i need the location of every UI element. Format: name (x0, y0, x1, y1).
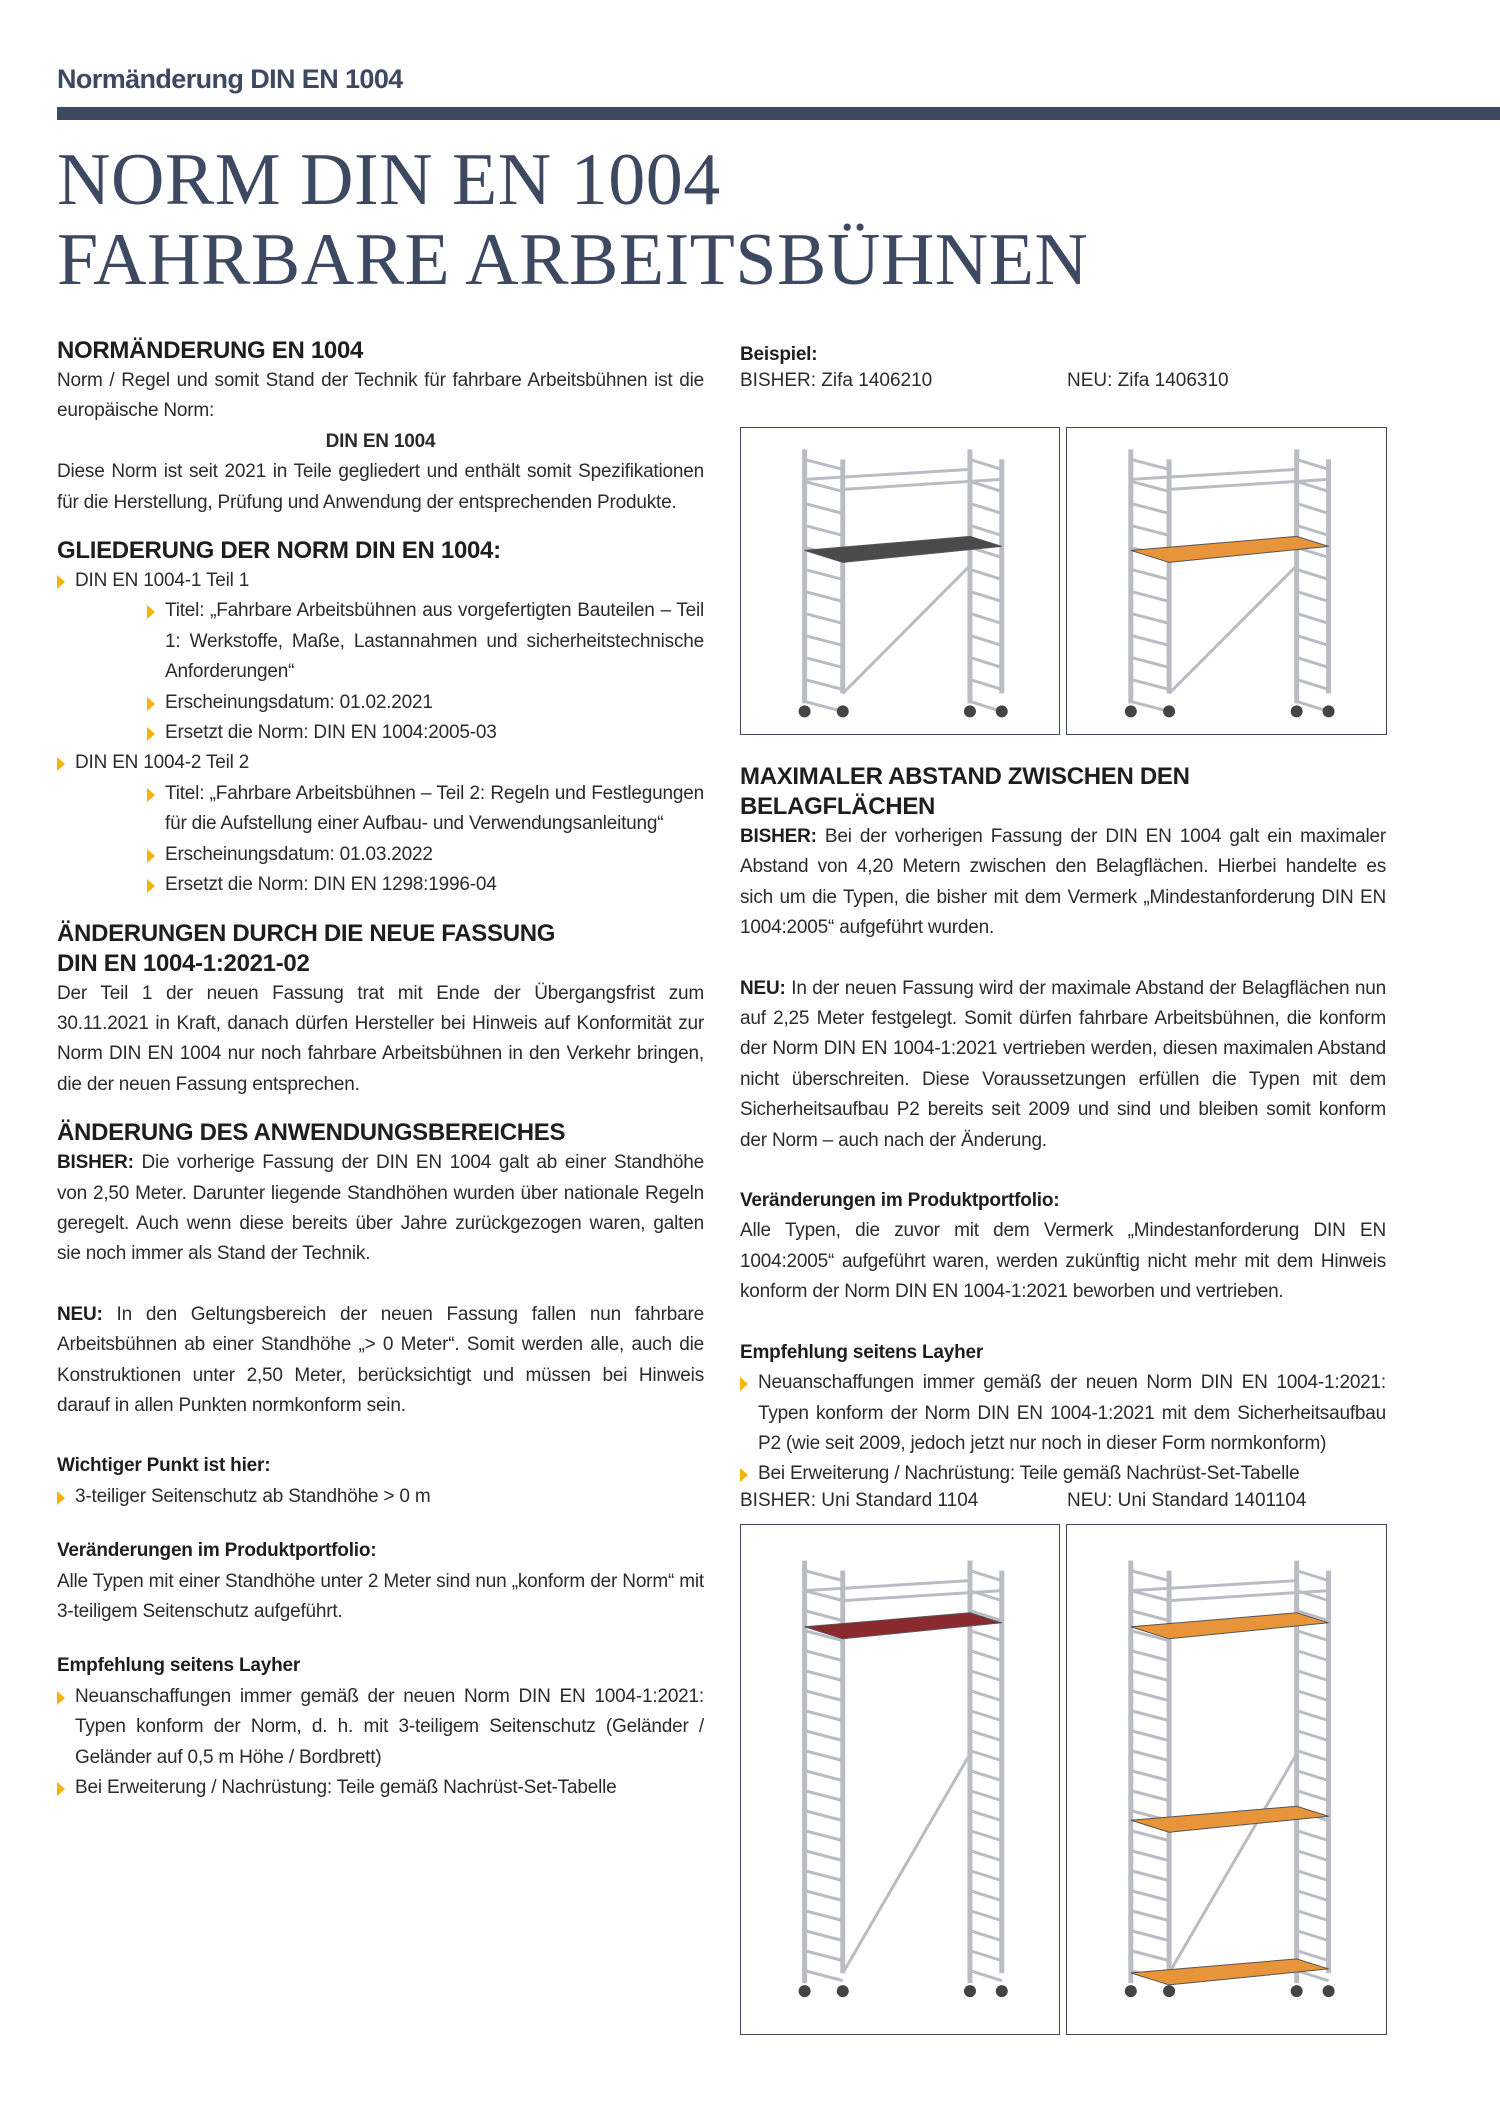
ladder-rung (1297, 1571, 1329, 1581)
ladder-rung (1297, 569, 1329, 579)
ladder-rung (970, 1671, 1002, 1681)
ladder-rung (1131, 613, 1169, 623)
ladder-rung (1297, 1791, 1329, 1801)
ladder-rung (1297, 1731, 1329, 1741)
list-item-text: Bei Erweiterung / Nachrüstung: Teile gemäß Nachrüst-Set-Tabelle (758, 1463, 1300, 1485)
guard-rail (1169, 1591, 1329, 1601)
ladder-rung (970, 657, 1002, 667)
ladder-rung (1297, 635, 1329, 645)
paragraph-text: Die vorherige Fassung der DIN EN 1004 galt ab einer Standhöhe von 2,50 Meter. Darunter liegende Standhöhen wurden über nationale Regeln geregelt. Auch wenn diese bereits über Jahre zurückgezogen waren, galten sie noch immer als Stand der Technik. (57, 1152, 704, 1265)
ladder-rung (1297, 1891, 1329, 1901)
section-subheading: DIN EN 1004-1:2021-02 (57, 949, 310, 977)
ladder-rung (970, 1951, 1002, 1961)
ladder-rung (1131, 1591, 1169, 1601)
caster-wheel (1163, 1985, 1175, 1997)
subheading: Wichtiger Punkt ist hier: (57, 1455, 271, 1477)
ladder-rung (970, 503, 1002, 513)
sub-list (57, 779, 704, 901)
section-heading: NORMÄNDERUNG EN 1004 (57, 337, 364, 364)
ladder-rung (1297, 1751, 1329, 1761)
ladder-rung (1297, 481, 1329, 491)
bullet-icon (147, 879, 155, 893)
ladder-rung (970, 525, 1002, 535)
ladder-rung (805, 1771, 843, 1781)
ladder-rung (1297, 657, 1329, 667)
subheading: Veränderungen im Produktportfolio: (740, 1190, 1060, 1212)
ladder-rung (1297, 1711, 1329, 1721)
bullet-icon (147, 849, 155, 863)
guard-rail (805, 469, 970, 479)
ladder-rung (805, 1811, 843, 1821)
scaffold-drawing (741, 428, 1059, 734)
ladder-rung (805, 1571, 843, 1581)
structure-list (57, 566, 704, 596)
paragraph-text: In der neuen Fassung wird der maximale Abstand der Belagflächen nun auf 2,25 Meter festgelegt. Somit dürfen fahrbare Arbeitsbühnen, die konform der Norm DIN EN 1004-1:2021 vertrieben werden, diesen maximalen Abstand nicht überschreiten. Diese Voraussetzungen erfüllen die Typen mit dem Sicherheitsaufbau P2 bereits seit 2009 und sind und bleiben somit konform der Norm – auch nach der Änderung. (740, 977, 1386, 1151)
ladder-rung (970, 1911, 1002, 1921)
ladder-rung (805, 1731, 843, 1741)
ladder-rung (1131, 635, 1169, 645)
ladder-rung (1131, 1871, 1169, 1881)
ladder-rung (805, 1971, 843, 1981)
title-line-2: FAHRBARE ARBEITSBÜHNEN (57, 219, 1089, 301)
neu-label: NEU: (740, 977, 786, 999)
caster-wheel (799, 1985, 811, 1997)
ladder-rung (970, 613, 1002, 623)
ladder-rung (970, 569, 1002, 579)
list-item (740, 1368, 1386, 1459)
section-heading: ÄNDERUNGEN DURCH DIE NEUE FASSUNG (57, 919, 556, 947)
bullet-icon (57, 757, 65, 771)
caster-wheel (1323, 705, 1335, 717)
ladder-rung (970, 679, 1002, 689)
bullet-icon (740, 1377, 748, 1391)
ladder-rung (1297, 679, 1329, 689)
ladder-rung (1131, 1691, 1169, 1701)
ladder-rung (1131, 503, 1169, 513)
bullet-icon (57, 1691, 65, 1705)
subheading: Empfehlung seitens Layher (57, 1655, 301, 1677)
ladder-rung (1297, 1651, 1329, 1661)
ladder-rung (1297, 1671, 1329, 1681)
ladder-rung (1131, 1571, 1169, 1581)
ladder-rung (970, 1791, 1002, 1801)
diagonal-brace (1169, 1754, 1297, 1973)
ladder-rung (970, 1711, 1002, 1721)
caption-after-1: NEU: Zifa 1406310 (1067, 370, 1229, 391)
list-item (57, 1682, 704, 1773)
list-item-text: Titel: „Fahrbare Arbeitsbühnen aus vorgefertigten Bauteilen – Teil 1: Werkstoffe, Maße, Lastannahmen und sicherheitstechnische Anforderungen“ (165, 600, 704, 683)
caster-wheel (1323, 1985, 1335, 1997)
sub-list (57, 596, 704, 748)
ladder-rung (970, 459, 1002, 469)
ladder-rung (1131, 1771, 1169, 1781)
ladder-rung (970, 1851, 1002, 1861)
ladder-rung (805, 1591, 843, 1601)
bullet-icon (147, 788, 155, 802)
ladder-rung (1131, 1711, 1169, 1721)
paragraph: Alle Typen mit einer Standhöhe unter 2 Meter sind nun „konform der Norm“ mit 3-teiligem Seitenschutz aufgeführt. (57, 1570, 704, 1622)
ladder-rung (970, 635, 1002, 645)
list-item (57, 1482, 704, 1512)
ladder-rung (970, 1631, 1002, 1641)
paragraph: Norm / Regel und somit Stand der Technik für fahrbare Arbeitsbühnen ist die europäische Norm: (57, 370, 704, 422)
caster-wheel (1125, 1985, 1137, 1997)
list-item (740, 1459, 1386, 1489)
ladder-rung (805, 1671, 843, 1681)
list-item-text: Ersetzt die Norm: DIN EN 1004:2005-03 (165, 722, 497, 744)
scaffold-image-uni-old (740, 1524, 1060, 2035)
ladder-rung (1131, 459, 1169, 469)
guard-rail (1131, 1581, 1297, 1591)
paragraph (57, 1148, 704, 1270)
ladder-rung (970, 1771, 1002, 1781)
scaffold-drawing (741, 1525, 1059, 2034)
ladder-rung (1297, 525, 1329, 535)
ladder-rung (805, 525, 843, 535)
ladder-rung (970, 1571, 1002, 1581)
paragraph-text: In den Geltungsbereich der neuen Fassung fallen nun fahrbare Arbeitsbühnen ab einer Standhöhe „> 0 Meter“. Somit werden alle, auch die Konstruktionen unter 2,50 Meter, berücksichtigt und müssen bei Hinweis darauf in allen Punkten normkonform sein. (57, 1303, 704, 1416)
ladder-rung (970, 1751, 1002, 1761)
ladder-rung (805, 1611, 843, 1621)
ladder-rung (1297, 1631, 1329, 1641)
ladder-rung (1297, 1851, 1329, 1861)
ladder-rung (805, 635, 843, 645)
scaffold-image-zifa-old (740, 427, 1060, 735)
example-block (740, 340, 817, 370)
ladder-rung (1131, 679, 1169, 689)
ladder-rung (1297, 503, 1329, 513)
ladder-rung (805, 591, 843, 601)
paragraph (740, 822, 1386, 944)
bullet-icon (740, 1468, 748, 1482)
bullet-icon (57, 1782, 65, 1796)
ladder-rung (805, 503, 843, 513)
list-item-text: Bei Erweiterung / Nachrüstung: Teile gemäß Nachrüst-Set-Tabelle (75, 1777, 617, 1799)
title-line-1: NORM DIN EN 1004 (57, 139, 721, 221)
diagonal-brace (843, 566, 970, 694)
caster-wheel (1125, 705, 1137, 717)
list-item-text: Erscheinungsdatum: 01.02.2021 (165, 691, 433, 713)
ladder-rung (970, 1691, 1002, 1701)
important-list (57, 1482, 704, 1512)
caster-wheel (1291, 705, 1303, 717)
ladder-rung (805, 1871, 843, 1881)
ladder-rung (970, 1651, 1002, 1661)
caption-before-2: BISHER: Uni Standard 1104 (740, 1490, 979, 1511)
caption-before-1: BISHER: Zifa 1406210 (740, 370, 933, 391)
ladder-rung (970, 1731, 1002, 1741)
ladder-rung (1297, 459, 1329, 469)
caster-wheel (964, 1985, 976, 1997)
ladder-rung (805, 481, 843, 491)
ladder-rung (970, 1811, 1002, 1821)
ladder-rung (805, 1951, 843, 1961)
ladder-rung (805, 1711, 843, 1721)
ladder-rung (1131, 1611, 1169, 1621)
list-item (147, 779, 704, 840)
guard-rail (843, 1591, 1002, 1601)
caster-wheel (996, 1985, 1008, 1997)
ladder-rung (970, 1871, 1002, 1881)
paragraph: Diese Norm ist seit 2021 in Teile gegliedert und enthält somit Spezifikationen für die Herstellung, Prüfung und Anwendung der entsprechenden Produkte. (57, 461, 704, 513)
ladder-rung (805, 1831, 843, 1841)
ladder-rung (1297, 1911, 1329, 1921)
diagonal-brace (843, 1754, 970, 1973)
ladder-rung (1131, 1851, 1169, 1861)
list-item (57, 748, 704, 778)
ladder-rung (1297, 1771, 1329, 1781)
ladder-rung (1297, 1931, 1329, 1941)
list-item-text: Ersetzt die Norm: DIN EN 1298:1996-04 (165, 874, 497, 896)
paragraph (57, 1300, 704, 1422)
list-item (57, 1773, 704, 1803)
scaffold-drawing (1067, 1525, 1386, 2034)
header-rule (57, 107, 1500, 120)
list-item-text: DIN EN 1004-1 Teil 1 (75, 570, 250, 592)
example-heading: Beispiel: (740, 344, 818, 365)
recommendation-list (57, 1682, 704, 1804)
recommendation-list (740, 1368, 1386, 1490)
bullet-icon (147, 697, 155, 711)
ladder-rung (1131, 591, 1169, 601)
list-item-text: DIN EN 1004-2 Teil 2 (75, 752, 250, 774)
ladder-rung (805, 1691, 843, 1701)
list-item (147, 840, 704, 870)
paragraph: Alle Typen, die zuvor mit dem Vermerk „Mindestanforderung DIN EN 1004:2005“ aufgeführt waren, werden zukünftig nicht mehr mit dem Hinweis konform der Norm DIN EN 1004-1:2021 beworben und vertrieben. (740, 1220, 1386, 1303)
section-heading: GLIEDERUNG DER NORM DIN EN 1004: (57, 537, 501, 565)
ladder-rung (970, 1831, 1002, 1841)
caption-after-2: NEU: Uni Standard 1401104 (1067, 1490, 1307, 1511)
ladder-rung (970, 1931, 1002, 1941)
page-title (57, 140, 1088, 300)
ladder-rung (1297, 1691, 1329, 1701)
ladder-rung (1131, 1671, 1169, 1681)
caster-wheel (837, 1985, 849, 1997)
list-item (147, 596, 704, 687)
ladder-rung (805, 657, 843, 667)
list-item-text: Neuanschaffungen immer gemäß der neuen Norm DIN EN 1004-1:2021: Typen konform der Norm, d. h. mit 3-teiligem Seitenschutz (Geländer / Geländer auf 0,5 m Höhe / Bordbrett) (75, 1685, 704, 1768)
caster-wheel (799, 705, 811, 717)
ladder-rung (1297, 1831, 1329, 1841)
bullet-icon (57, 1491, 65, 1505)
ladder-rung (1131, 1931, 1169, 1941)
ladder-rung (970, 591, 1002, 601)
scaffold-image-uni-new (1066, 1524, 1387, 2035)
ladder-rung (805, 613, 843, 623)
section-heading: ÄNDERUNG DES ANWENDUNGSBEREICHES (57, 1119, 566, 1147)
norm-name: DIN EN 1004 (325, 430, 436, 452)
subheading: Empfehlung seitens Layher (740, 1341, 984, 1363)
ladder-rung (1131, 1891, 1169, 1901)
bisher-label: BISHER: (740, 826, 817, 847)
guard-rail (805, 1581, 970, 1591)
bullet-icon (147, 605, 155, 619)
ladder-rung (1131, 525, 1169, 535)
ladder-rung (970, 1891, 1002, 1901)
section-heading: MAXIMALER ABSTAND ZWISCHEN DEN BELAGFLÄCHEN (740, 763, 1190, 820)
scaffold-drawing (1067, 428, 1386, 734)
ladder-rung (805, 1751, 843, 1761)
caster-wheel (1291, 1985, 1303, 1997)
caster-wheel (837, 705, 849, 717)
caster-wheel (1163, 705, 1175, 717)
ladder-rung (1131, 1651, 1169, 1661)
ladder-rung (970, 1971, 1002, 1981)
ladder-rung (805, 569, 843, 579)
bisher-label: BISHER: (57, 1152, 134, 1174)
ladder-rung (1131, 1911, 1169, 1921)
caster-wheel (964, 705, 976, 717)
ladder-rung (1297, 1951, 1329, 1961)
diagonal-brace (1169, 566, 1297, 694)
ladder-rung (1297, 1871, 1329, 1881)
paragraph (740, 974, 1386, 1156)
ladder-rung (805, 679, 843, 689)
ladder-rung (805, 1651, 843, 1661)
ladder-rung (970, 481, 1002, 491)
bullet-icon (57, 575, 65, 589)
caster-wheel (996, 705, 1008, 717)
paragraph-text: Bei der vorherigen Fassung der DIN EN 1004 galt ein maximaler Abstand von 4,20 Metern zwischen den Belagflächen. Hierbei handelte es sich um die Typen, die bisher mit dem Vermerk „Mindestanforderung DIN EN 1004:2005“ aufgeführt wurden. (740, 826, 1386, 939)
scaffold-image-zifa-new (1066, 427, 1387, 735)
list-item-text: 3-teiliger Seitenschutz ab Standhöhe > 0 m (75, 1485, 431, 1507)
ladder-rung (1131, 657, 1169, 667)
list-item-text: Titel: „Fahrbare Arbeitsbühnen – Teil 2: Regeln und Festlegungen für die Aufstellung einer Aufbau- und Verwendungsanleitung“ (165, 782, 704, 835)
left-column (57, 336, 704, 1803)
subheading: Veränderungen im Produktportfolio: (57, 1540, 377, 1562)
list-item-text: Neuanschaffungen immer gemäß der neuen Norm DIN EN 1004-1:2021: Typen konform der Norm DIN EN 1004-1:2021 mit dem Sicherheitsaufbau P2 (wie seit 2009, jedoch jetzt nur noch in dieser Form normkonform) (758, 1372, 1386, 1454)
ladder-rung (1131, 481, 1169, 491)
ladder-rung (805, 459, 843, 469)
neu-label: NEU: (57, 1303, 103, 1325)
ladder-rung (805, 1931, 843, 1941)
ladder-rung (1131, 1951, 1169, 1961)
list-item (147, 870, 704, 900)
ladder-rung (805, 1851, 843, 1861)
ladder-rung (1297, 613, 1329, 623)
list-item-text: Erscheinungsdatum: 01.03.2022 (165, 843, 433, 865)
ladder-rung (805, 1911, 843, 1921)
right-column (740, 762, 1386, 1490)
ladder-rung (1131, 1831, 1169, 1841)
ladder-rung (1131, 569, 1169, 579)
running-header: Normänderung DIN EN 1004 (57, 64, 403, 94)
ladder-rung (1131, 1731, 1169, 1741)
list-item (147, 688, 704, 718)
bullet-icon (147, 727, 155, 741)
ladder-rung (1131, 1751, 1169, 1761)
guard-rail (1131, 469, 1297, 479)
ladder-rung (1297, 591, 1329, 601)
list-item (57, 566, 704, 596)
ladder-rung (805, 1791, 843, 1801)
structure-list (57, 748, 704, 778)
paragraph: Der Teil 1 der neuen Fassung trat mit Ende der Übergangsfrist zum 30.11.2021 in Kraft, danach dürfen Hersteller bei Hinweis auf Konformität zur Norm DIN EN 1004 nur noch fahrbare Arbeitsbühnen in den Verkehr bringen, die der neuen Fassung entsprechen. (57, 982, 704, 1095)
list-item (147, 718, 704, 748)
ladder-rung (805, 1891, 843, 1901)
ladder-rung (1131, 1791, 1169, 1801)
